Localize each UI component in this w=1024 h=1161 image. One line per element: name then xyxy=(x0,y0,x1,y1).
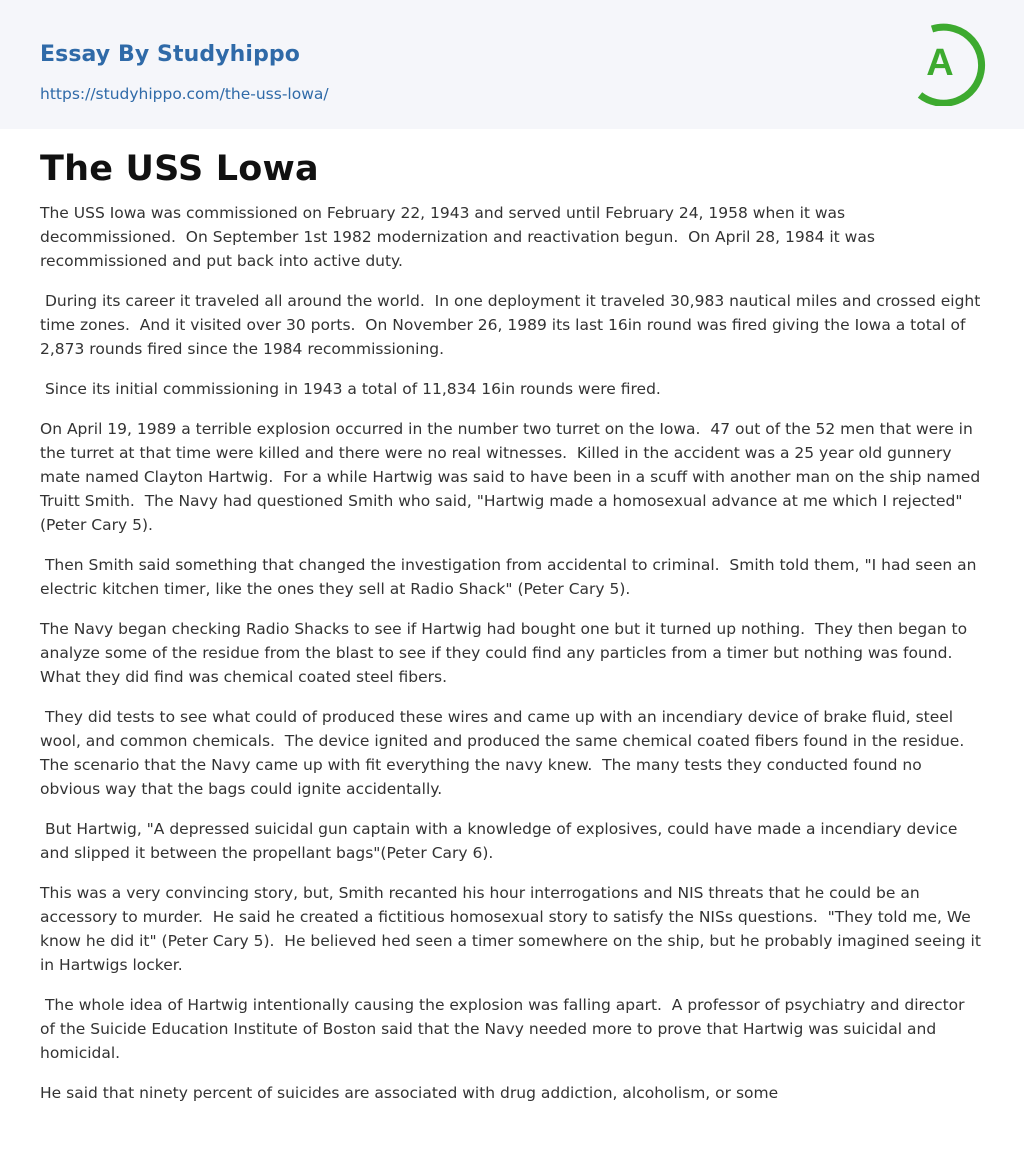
brand-title: Essay By Studyhippo xyxy=(40,42,300,67)
logo-letter: A xyxy=(926,42,954,84)
page-header xyxy=(0,0,1024,129)
article-title: The USS Lowa xyxy=(40,149,319,189)
paragraph: The USS Iowa was commissioned on February 22, 1943 and served until February 24, 1958 when it was decommissioned. On September 1st 1982 modernization and reactivation begun. On April 28, 1984 it was recommissioned and put back into active duty. xyxy=(40,204,880,270)
paragraph: Then Smith said something that changed the investigation from accidental to criminal. Smith told them, "I had seen an electric kitchen timer, like the ones they sell at Radio Shack" (Peter Cary 5). xyxy=(40,556,982,598)
article xyxy=(0,129,1024,1105)
paragraph: During its career it traveled all around the world. In one deployment it traveled 30,983 nautical miles and crossed eight time zones. And it visited over 30 ports. On November 26, 1989 its last 16in round was fired giving the Iowa a total of 2,873 rounds fired since the 1984 recommissioning. xyxy=(40,292,986,358)
paragraph: On April 19, 1989 a terrible explosion occurred in the number two turret on the Iowa. 47 out of the 52 men that were in the turret at that time were killed and there were no real witnesses. Killed in the accident was a 25 year old gunnery mate named Clayton Hartwig. For a while Hartwig was said to have been in a scuff with another man on the ship named Truitt Smith. The Navy had questioned Smith who said, "Hartwig made a homosexual advance at me which I rejected"(Peter Cary 5). xyxy=(40,420,986,534)
paragraph: He said that ninety percent of suicides are associated with drug addiction, alcoholism, or some xyxy=(40,1084,779,1102)
paragraph: The Navy began checking Radio Shacks to see if Hartwig had bought one but it turned up nothing. They then began to analyze some of the residue from the blast to see if they could find any particles from a timer but nothing was found. What they did find was chemical coated steel fibers. xyxy=(40,620,973,686)
source-url-link[interactable]: https://studyhippo.com/the-uss-lowa/ xyxy=(40,85,329,103)
paragraph: The whole idea of Hartwig intentionally causing the explosion was falling apart. A professor of psychiatry and director of the Suicide Education Institute of Boston said that the Navy needed more to prove that Hartwig was suicidal and homicidal. xyxy=(40,996,970,1062)
paragraph: They did tests to see what could of produced these wires and came up with an incendiary device of brake fluid, steel wool, and common chemicals. The device ignited and produced the same chemical coated fibers found in the residue. The scenario that the Navy came up with fit everything the navy knew. The many tests they conducted found no obvious way that the bags could ignite accidentally. xyxy=(40,708,975,798)
paragraph: This was a very convincing story, but, Smith recanted his hour interrogations and NIS threats that he could be an accessory to murder. He said he created a fictitious homosexual story to satisfy the NISs questions. "They told me, We know he did it" (Peter Cary 5). He believed hed seen a timer somewhere on the ship, but he probably imagined seeing it in Hartwigs locker. xyxy=(40,884,986,974)
paragraph: But Hartwig, "A depressed suicidal gun captain with a knowledge of explosives, could have made a incendiary device and slipped it between the propellant bags"(Peter Cary 6). xyxy=(40,820,963,862)
studyhippo-logo-icon[interactable] xyxy=(910,18,990,106)
paragraph: Since its initial commissioning in 1943 a total of 11,834 16in rounds were fired. xyxy=(40,380,661,398)
